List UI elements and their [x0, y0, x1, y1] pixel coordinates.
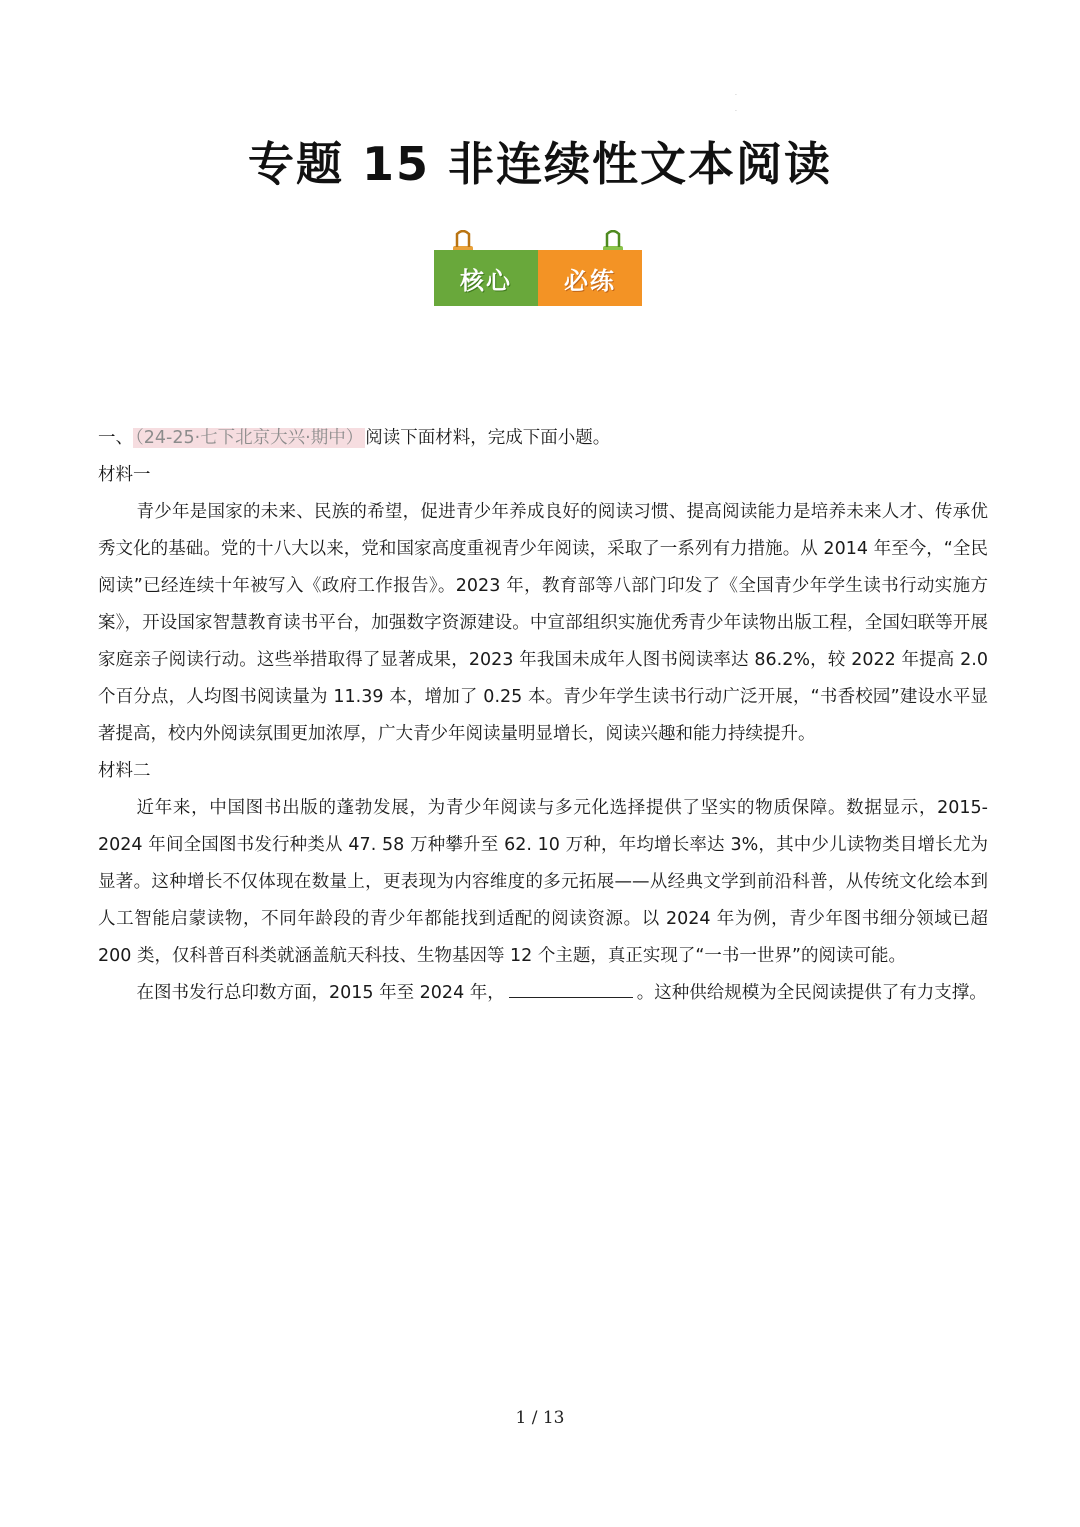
- material-one-heading: 材料一: [98, 465, 151, 485]
- material-two-heading: 材料二: [98, 761, 151, 781]
- question-header: [98, 420, 988, 457]
- scan-mark: · ·: [735, 92, 737, 115]
- page-title: 专题 15 非连续性文本阅读: [247, 137, 833, 191]
- question-number: 一、: [98, 428, 133, 448]
- material-two-paragraph: 近年来，中国图书出版的蓬勃发展，为青少年阅读与多元化选择提供了坚实的物质保障。数据显示，2015-2024 年间全国图书发行种类从 47. 58 万种攀升至 62. 10 万种，年均增长率达 3%，其中少儿读物类目增长尤为显著。这种增长不仅体现在数量上，更表现为内容维度的多元拓展——从经典文学到前沿科普，从传统文化绘本到人工智能启蒙读物，不同年龄段的青少年都能找到适配的阅读资源。以 2024 年为例，青少年图书细分领域已超 200 类，仅科普百科类就涵盖航天科技、生物基因等 12 个主题，真正实现了“一书一世界”的阅读可能。: [98, 798, 988, 966]
- material-two-fill-blank-paragraph: [98, 975, 988, 1012]
- question-instruction: 阅读下面材料，完成下面小题。: [365, 428, 611, 448]
- answer-blank[interactable]: [509, 975, 633, 998]
- question-source-tag: （24-25·七下北京大兴·期中）: [135, 428, 364, 448]
- badge-practice-label: 必练: [538, 250, 642, 306]
- material-one-text: 青少年是国家的未来、民族的希望，促进青少年养成良好的阅读习惯、提高阅读能力是培养未来人才、传承优秀文化的基础。党的十八大以来，党和国家高度重视青少年阅读，采取了一系列有力措施。从 2014 年至今，“全民阅读”已经连续十年被写入《政府工作报告》。2023 年，教育部等八部门印发了《全国青少年学生读书行动实施方案》，开设国家智慧教育读书平台，加强数字资源建设。中宣部组织实施优秀青少年读物出版工程，全国妇联等开展家庭亲子阅读行动。这些举措取得了显著成果，2023 年我国未成年人图书阅读率达 86.2%，较 2022 年提高 2.0 个百分点，人均图书阅读量为 11.39 本，增加了 0.25 本。青少年学生读书行动广泛开展，“书香校园”建设水平显著提高，校内外阅读氛围更加浓厚，广大青少年阅读量明显增长，阅读兴趣和能力持续提升。: [98, 502, 988, 744]
- badge-core-label: 核心: [434, 250, 538, 306]
- core-practice-badge: [434, 230, 642, 306]
- fill-blank-lead-text: 在图书发行总印数方面，2015 年至 2024 年，: [136, 983, 505, 1003]
- page-number: 1 / 13: [515, 1408, 565, 1428]
- document-body: [98, 420, 988, 1012]
- fill-blank-tail-text: 。这种供给规模为全民阅读提供了有力支撑。: [636, 983, 987, 1003]
